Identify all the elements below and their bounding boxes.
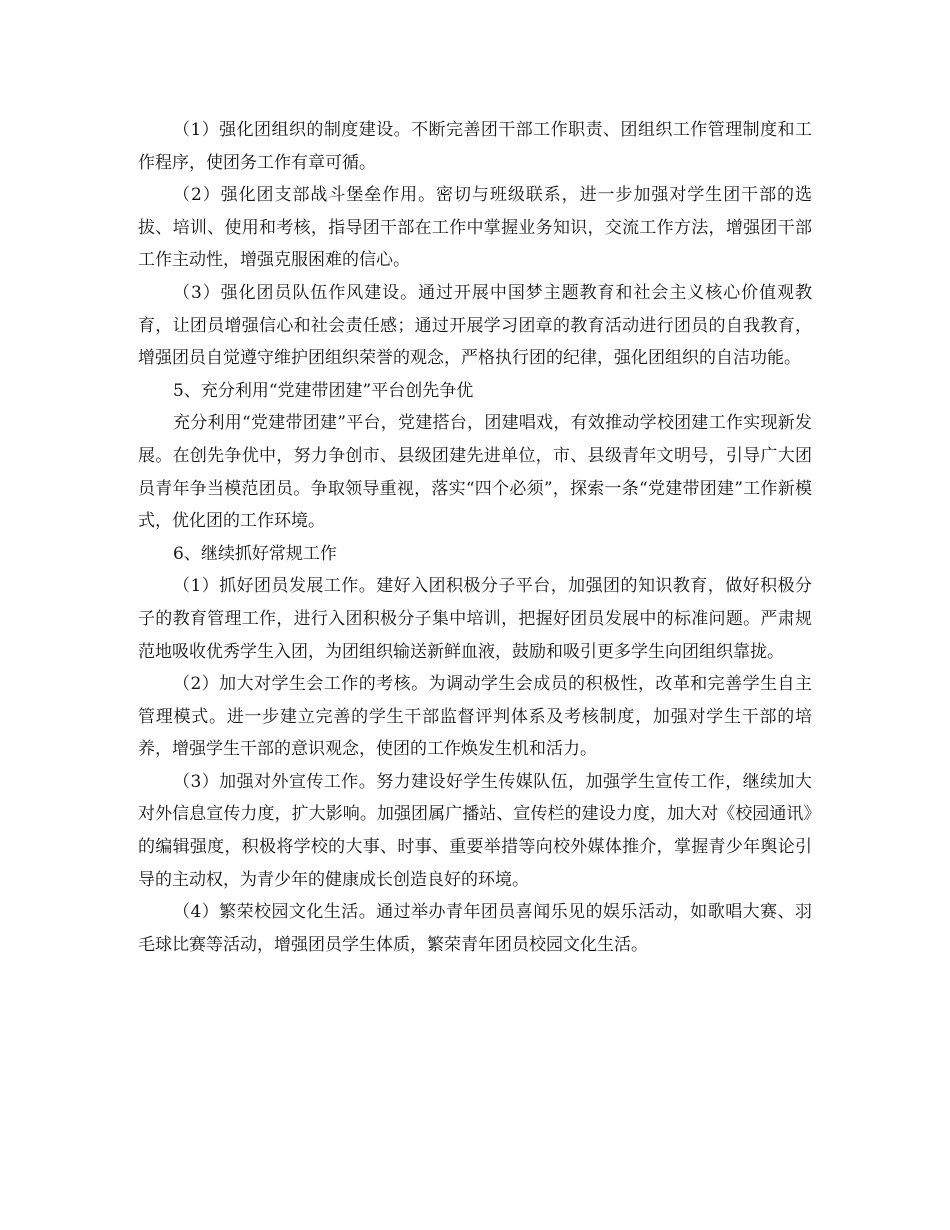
paragraph-member-style: （3）强化团员队伍作风建设。通过开展中国梦主题教育和社会主义核心价值观教育，让团员增强信心和社会责任感；通过开展学习团章的教育活动进行团员的自我教育，增强团员自觉遵守维护团组织荣誉的观念，严格执行团的纪律，强化团组织的自洁功能。 — [138, 282, 812, 369]
document-body — [138, 114, 812, 961]
paragraph-org-system: （1）强化团组织的制度建设。不断完善团干部工作职责、团组织工作管理制度和工作程序，使团务工作有章可循。 — [138, 120, 812, 173]
paragraph-branch-role: （2）强化团支部战斗堡垒作用。密切与班级联系，进一步加强对学生团干部的选拔、培训、使用和考核，指导团干部在工作中掌握业务知识，交流工作方法，增强团干部工作主动性，增强克服困难的信心。 — [138, 185, 812, 271]
paragraph-student-union: （2）加大对学生会工作的考核。为调动学生会成员的积极性，改革和完善学生自主管理模式。进一步建立完善的学生干部监督评判体系及考核制度，加强对学生干部的培养，增强学生干部的意识观念，使团的工作焕发生机和活力。 — [138, 674, 812, 760]
paragraph-party-platform: 充分利用“党建带团建”平台，党建搭台，团建唱戏，有效推动学校团建工作实现新发展。在创先争优中，努力争创市、县级团建先进单位，市、县级青年文明号，引导广大团员青年争当模范团员。争取领导重视，落实“四个必须”，探索一条“党建带团建”工作新模式，优化团的工作环境。 — [138, 413, 812, 532]
section-heading-5: 5、充分利用“党建带团建”平台创先争优 — [173, 380, 474, 401]
section-heading-6: 6、继续抓好常规工作 — [173, 543, 337, 564]
paragraph-campus-culture: （4）繁荣校园文化生活。通过举办青年团员喜闻乐见的娱乐活动，如歌唱大赛、羽毛球比赛等活动，增强团员学生体质，繁荣青年团员校园文化生活。 — [138, 902, 812, 955]
paragraph-member-development: （1）抓好团员发展工作。建好入团积极分子平台，加强团的知识教育，做好积极分子的教育管理工作，进行入团积极分子集中培训，把握好团员发展中的标准问题。严肃规范地吸收优秀学生入团，为团组织输送新鲜血液，鼓励和吸引更多学生向团组织靠拢。 — [138, 576, 812, 662]
paragraph-publicity: （3）加强对外宣传工作。努力建设好学生传媒队伍，加强学生宣传工作，继续加大对外信息宣传力度，扩大影响。加强团属广播站、宣传栏的建设力度，加大对《校园通讯》的编辑强度，积极将学校的大事、时事、重要举措等向校外媒体推介，掌握青少年舆论引导的主动权，为青少年的健康成长创造良好的环境。 — [138, 771, 812, 890]
